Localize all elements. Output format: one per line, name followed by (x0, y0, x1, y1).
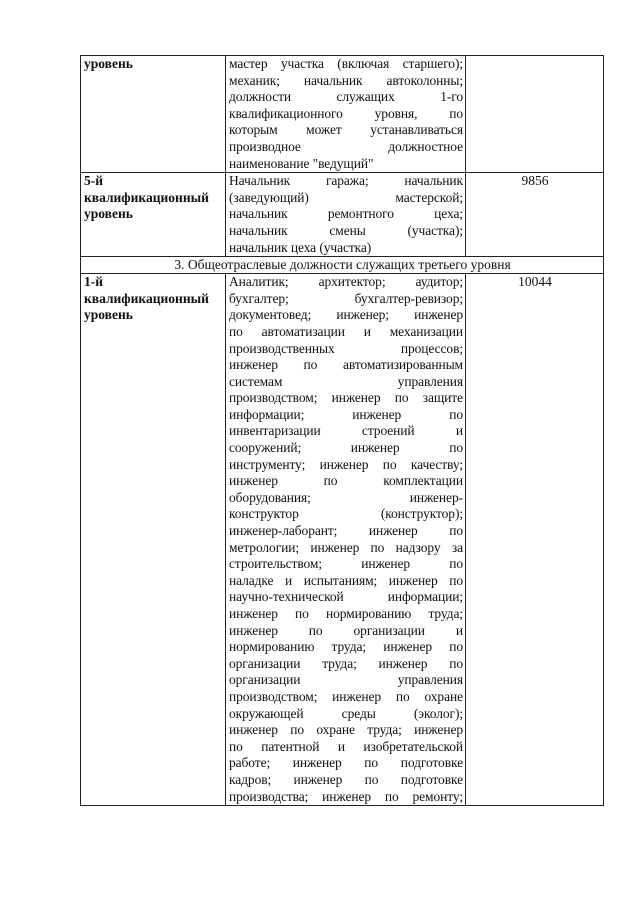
position-line: конструктор (конструктор); (229, 506, 463, 522)
position-line: Аналитик; архитектор; аудитор; (229, 274, 463, 290)
position-line: системам управления (229, 373, 463, 389)
position-line: инженер-лаборант; инженер по (229, 523, 463, 539)
qualification-level-cell (81, 56, 226, 173)
position-line: инженер по охране труда; инженер (229, 722, 463, 738)
level-text: квалификационный (84, 290, 209, 306)
position-line: квалификационного уровня, по (229, 105, 463, 121)
qualification-level-cell (81, 173, 226, 257)
position-line: производством; инженер по защите (229, 390, 463, 406)
positions-cell (226, 56, 466, 173)
position-line: начальник цеха (участка) (229, 239, 372, 255)
position-line: начальник смены (участка); (229, 222, 463, 238)
level-text: 5-й (84, 173, 104, 189)
level-text: уровень (84, 307, 133, 323)
position-line: которым может устанавливаться (229, 122, 463, 138)
table-row (81, 56, 604, 173)
table-row (81, 274, 604, 806)
position-line: наименование "ведущий" (229, 155, 374, 171)
position-line: производное должностное (229, 138, 463, 154)
position-line: метрологии; инженер по надзору за (229, 539, 463, 555)
salary-cell: 9856 (466, 173, 604, 257)
qualification-level-cell (81, 274, 226, 806)
position-line: документовед; инженер; инженер (229, 307, 463, 323)
position-line: окружающей среды (эколог); (229, 705, 463, 721)
position-line: организации управления (229, 672, 463, 688)
position-line: инвентаризации строений и (229, 423, 463, 439)
position-line: (заведующий) мастерской; (229, 189, 463, 205)
level-text: квалификационный (84, 189, 209, 205)
position-line: механик; начальник автоколонны; (229, 72, 463, 88)
position-line: наладке и испытаниям; инженер по (229, 572, 463, 588)
position-line: мастер участка (включая старшего); (229, 56, 463, 71)
positions-cell (226, 274, 466, 806)
position-line: инструменту; инженер по качеству; (229, 456, 463, 472)
position-line: научно-технической информации; (229, 589, 463, 605)
positions-cell (226, 173, 466, 257)
position-line: информации; инженер по (229, 406, 463, 422)
position-line: строительством; инженер по (229, 556, 463, 572)
position-line: начальник ремонтного цеха; (229, 206, 463, 222)
salary-cell: 10044 (466, 274, 604, 806)
level-text: уровень (84, 206, 133, 222)
position-line: инженер по комплектации (229, 473, 463, 489)
section-title: 3. Общеотраслевые должности служащих третьего уровня (81, 257, 604, 274)
position-line: работе; инженер по подготовке (229, 755, 463, 771)
position-line: инженер по организации и (229, 622, 463, 638)
salary-cell (466, 56, 604, 173)
position-line: производством; инженер по охране (229, 688, 463, 704)
position-line: производственных процессов; (229, 340, 463, 356)
section-header-row (81, 257, 604, 274)
position-line: бухгалтер; бухгалтер-ревизор; (229, 290, 463, 306)
level-text: 1-й (84, 274, 104, 290)
position-line: должности служащих 1-го (229, 89, 463, 105)
table-row (81, 173, 604, 257)
position-line: кадров; инженер по подготовке (229, 771, 463, 787)
position-line: по патентной и изобретательской (229, 738, 463, 754)
level-text: уровень (84, 56, 133, 71)
salary-table (80, 55, 604, 806)
position-line: организации труда; инженер по (229, 655, 463, 671)
position-line: Начальник гаража; начальник (229, 173, 463, 189)
position-line: оборудования; инженер- (229, 489, 463, 505)
position-line: нормированию труда; инженер по (229, 639, 463, 655)
position-line: сооружений; инженер по (229, 440, 463, 456)
position-line: инженер по автоматизированным (229, 357, 463, 373)
position-line: по автоматизации и механизации (229, 323, 463, 339)
position-line: производства; инженер по ремонту; (229, 788, 463, 804)
position-line: инженер по нормированию труда; (229, 606, 463, 621)
